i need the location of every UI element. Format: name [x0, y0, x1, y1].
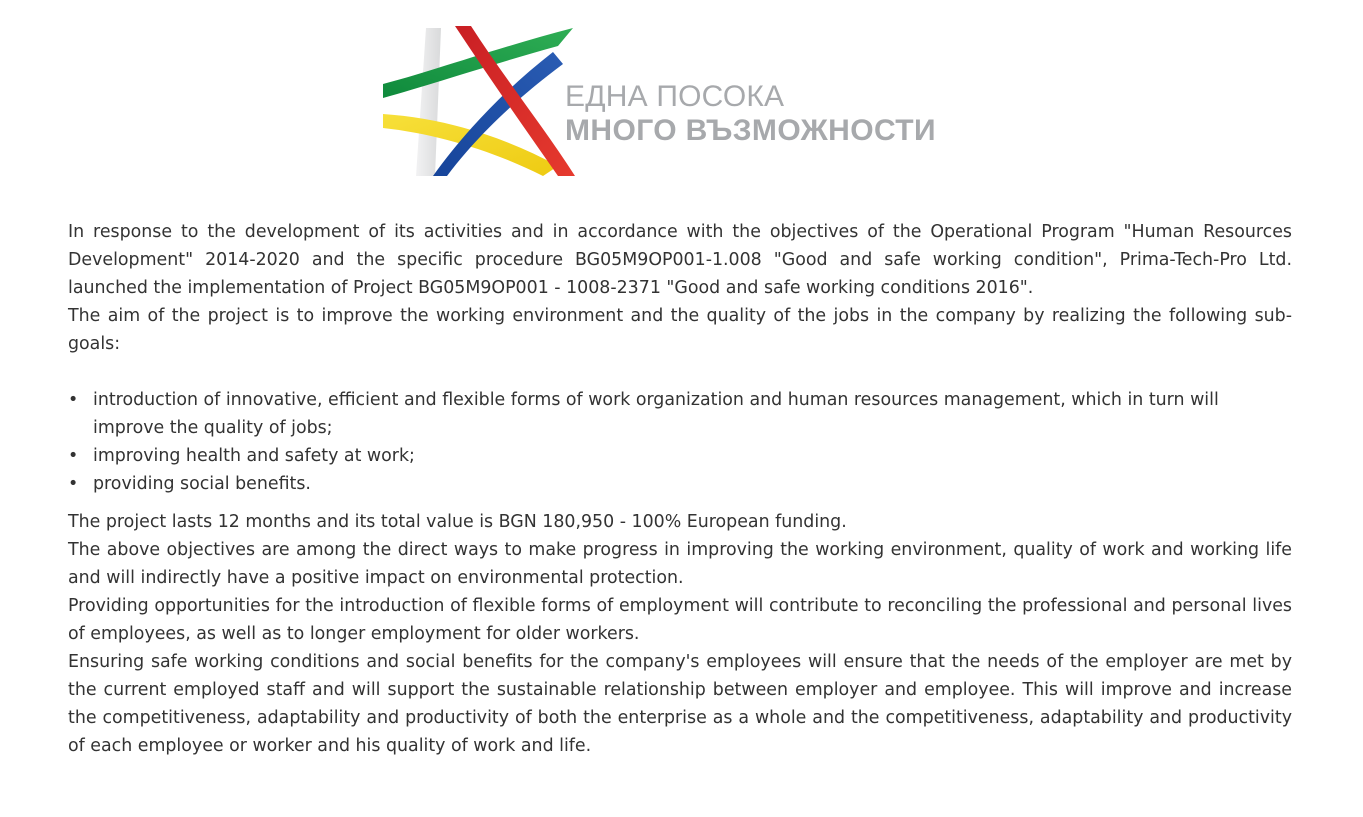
bullet-icon: • [68, 474, 79, 494]
program-logo [383, 26, 963, 178]
bullet-icon: • [68, 390, 79, 410]
project-description [68, 218, 1292, 760]
sub-goals-list [68, 386, 1292, 498]
list-item-text: improving health and safety at work; [93, 446, 415, 466]
list-item-text: providing social benefits. [93, 474, 311, 494]
ribbon-cross-icon [383, 26, 583, 178]
flexible-employment-paragraph: Providing opportunities for the introduction of flexible forms of employment will contribute to reconciling the professional and personal lives of employees, as well as to longer employment for older workers. [68, 596, 1292, 644]
duration-paragraph: The project lasts 12 months and its total value is BGN 180,950 - 100% European funding. [68, 512, 847, 532]
list-item-text: introduction of innovative, efficient and flexible forms of work organization and human resources management, which in turn will improve the quality of jobs; [93, 390, 1219, 438]
slogan-line-2: МНОГО ВЪЗМОЖНОСТИ [565, 114, 936, 147]
gray-ribbon [416, 28, 441, 176]
bullet-icon: • [68, 446, 79, 466]
aim-paragraph: The aim of the project is to improve the working environment and the quality of the jobs in the company by realizing the following sub-goals: [68, 306, 1292, 354]
logo-slogan [565, 80, 936, 148]
objectives-paragraph: The above objectives are among the direct ways to make progress in improving the working environment, quality of work and working life and will indirectly have a positive impact on environmental protection. [68, 540, 1292, 588]
slogan-line-1: ЕДНА ПОСОКА [565, 80, 785, 113]
list-item [68, 442, 1292, 470]
intro-paragraph: In response to the development of its activities and in accordance with the objectives of the Operational Program "Human Resources Development" 2014-2020 and the specific procedure BG05M9OP001-1.008 "Good and safe working condition", Prima-Tech-Pro Ltd. launched the implementation of Project BG05M9OP001 - 1008-2371 "Good and safe working conditions 2016". [68, 222, 1292, 298]
list-item [68, 386, 1292, 442]
list-item [68, 470, 1292, 498]
safe-conditions-paragraph: Ensuring safe working conditions and social benefits for the company's employees will ensure that the needs of the employer are met by the current employed staff and will support the sustainable relationship between employer and employee. This will improve and increase the competitiveness, adaptability and productivity of both the enterprise as a whole and the competitiveness, adaptability and productivity of each employee or worker and his quality of work and life. [68, 652, 1292, 756]
